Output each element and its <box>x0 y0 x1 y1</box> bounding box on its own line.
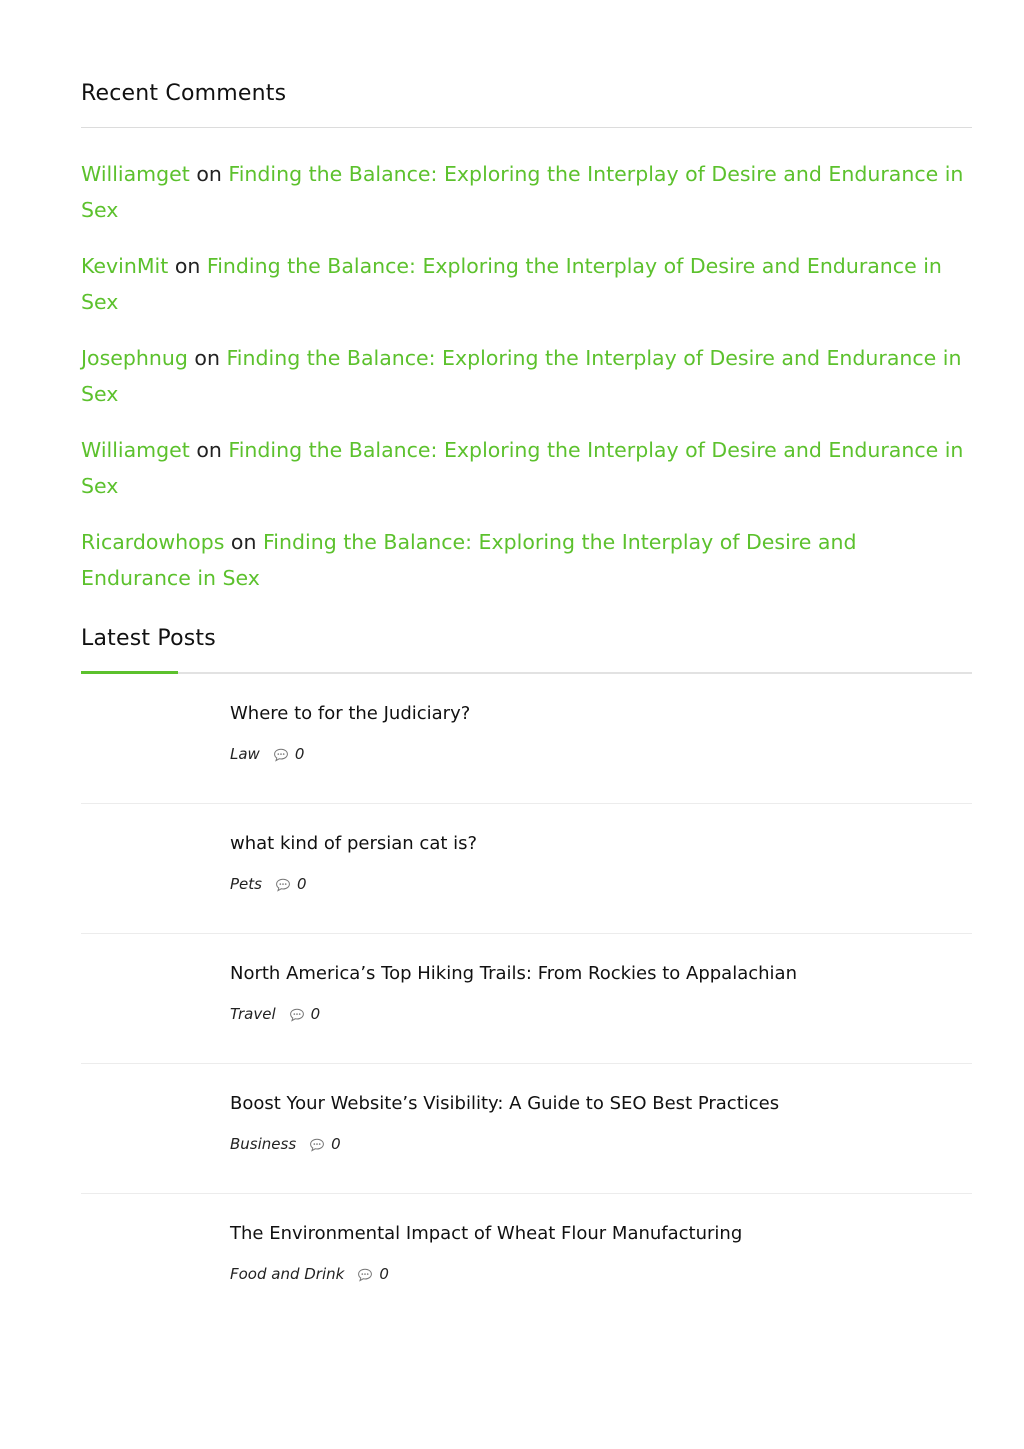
recent-comments-divider <box>81 127 972 128</box>
comment-post-link[interactable]: Finding the Balance: Exploring the Interplay of Desire and Endurance in Sex <box>81 162 964 222</box>
post-thumbnail[interactable] <box>81 1088 201 1168</box>
comment-count: 0 <box>296 875 307 893</box>
comment-item <box>81 340 972 412</box>
comment-connector: on <box>194 346 220 370</box>
recent-comments-title: Recent Comments <box>81 81 287 106</box>
recent-comments-list <box>81 156 972 616</box>
comment-author-link[interactable]: Ricardowhops <box>81 530 225 554</box>
post-item <box>81 804 972 934</box>
post-meta <box>230 744 304 764</box>
comment-connector: on <box>230 530 257 554</box>
post-meta <box>230 874 307 894</box>
comment-item <box>81 156 972 228</box>
speech-bubble-icon <box>309 1138 325 1152</box>
speech-bubble-icon <box>357 1268 373 1282</box>
comment-post-link[interactable]: Finding the Balance: Exploring the Interplay of Desire and Endurance in Sex <box>81 346 962 406</box>
post-meta <box>230 1264 389 1284</box>
comment-author-link[interactable]: Williamget <box>81 162 190 186</box>
comment-author-link[interactable]: KevinMit <box>81 254 169 278</box>
post-thumbnail[interactable] <box>81 958 201 1038</box>
post-category-link[interactable]: Travel <box>230 1005 276 1023</box>
post-thumbnail[interactable] <box>81 828 201 908</box>
post-title-link[interactable]: Where to for the Judiciary? <box>230 703 471 724</box>
post-item <box>81 1194 972 1323</box>
comment-count: 0 <box>310 1005 321 1023</box>
comment-item <box>81 432 972 504</box>
comment-item <box>81 248 972 320</box>
post-thumbnail[interactable] <box>81 698 201 778</box>
post-meta <box>230 1004 320 1024</box>
comment-count: 0 <box>331 1135 341 1153</box>
comment-post-link[interactable]: Finding the Balance: Exploring the Interplay of Desire and Endurance in Sex <box>81 438 964 498</box>
comment-author-link[interactable]: Josephnug <box>81 346 188 370</box>
post-item <box>81 934 972 1064</box>
post-item <box>81 1064 972 1194</box>
comment-post-link[interactable]: Finding the Balance: Exploring the Interplay of Desire and Endurance in Sex <box>81 530 857 590</box>
post-meta <box>230 1134 341 1154</box>
post-title-link[interactable]: North America’s Top Hiking Trails: From Rockies to Appalachian <box>230 963 797 984</box>
comment-count: 0 <box>379 1265 389 1283</box>
comment-item <box>81 524 972 596</box>
comment-post-link[interactable]: Finding the Balance: Exploring the Interplay of Desire and Endurance in Sex <box>81 254 942 314</box>
post-thumbnail[interactable] <box>81 1218 201 1298</box>
post-category-link[interactable]: Food and Drink <box>230 1265 345 1283</box>
post-title-link[interactable]: what kind of persian cat is? <box>230 833 478 854</box>
latest-posts-list <box>81 674 972 1323</box>
comment-connector: on <box>174 254 201 278</box>
comment-count: 0 <box>294 745 305 763</box>
post-category-link[interactable]: Business <box>230 1135 297 1153</box>
speech-bubble-icon <box>273 748 289 762</box>
post-category-link[interactable]: Pets <box>230 875 262 893</box>
speech-bubble-icon <box>275 878 291 892</box>
speech-bubble-icon <box>289 1008 305 1022</box>
latest-posts-title: Latest Posts <box>81 626 216 651</box>
comment-connector: on <box>196 438 222 462</box>
post-title-link[interactable]: Boost Your Website’s Visibility: A Guide to SEO Best Practices <box>230 1093 780 1114</box>
post-category-link[interactable]: Law <box>230 745 260 763</box>
comment-connector: on <box>196 162 222 186</box>
comment-author-link[interactable]: Williamget <box>81 438 190 462</box>
post-title-link[interactable]: The Environmental Impact of Wheat Flour Manufacturing <box>230 1223 743 1244</box>
post-item <box>81 674 972 804</box>
